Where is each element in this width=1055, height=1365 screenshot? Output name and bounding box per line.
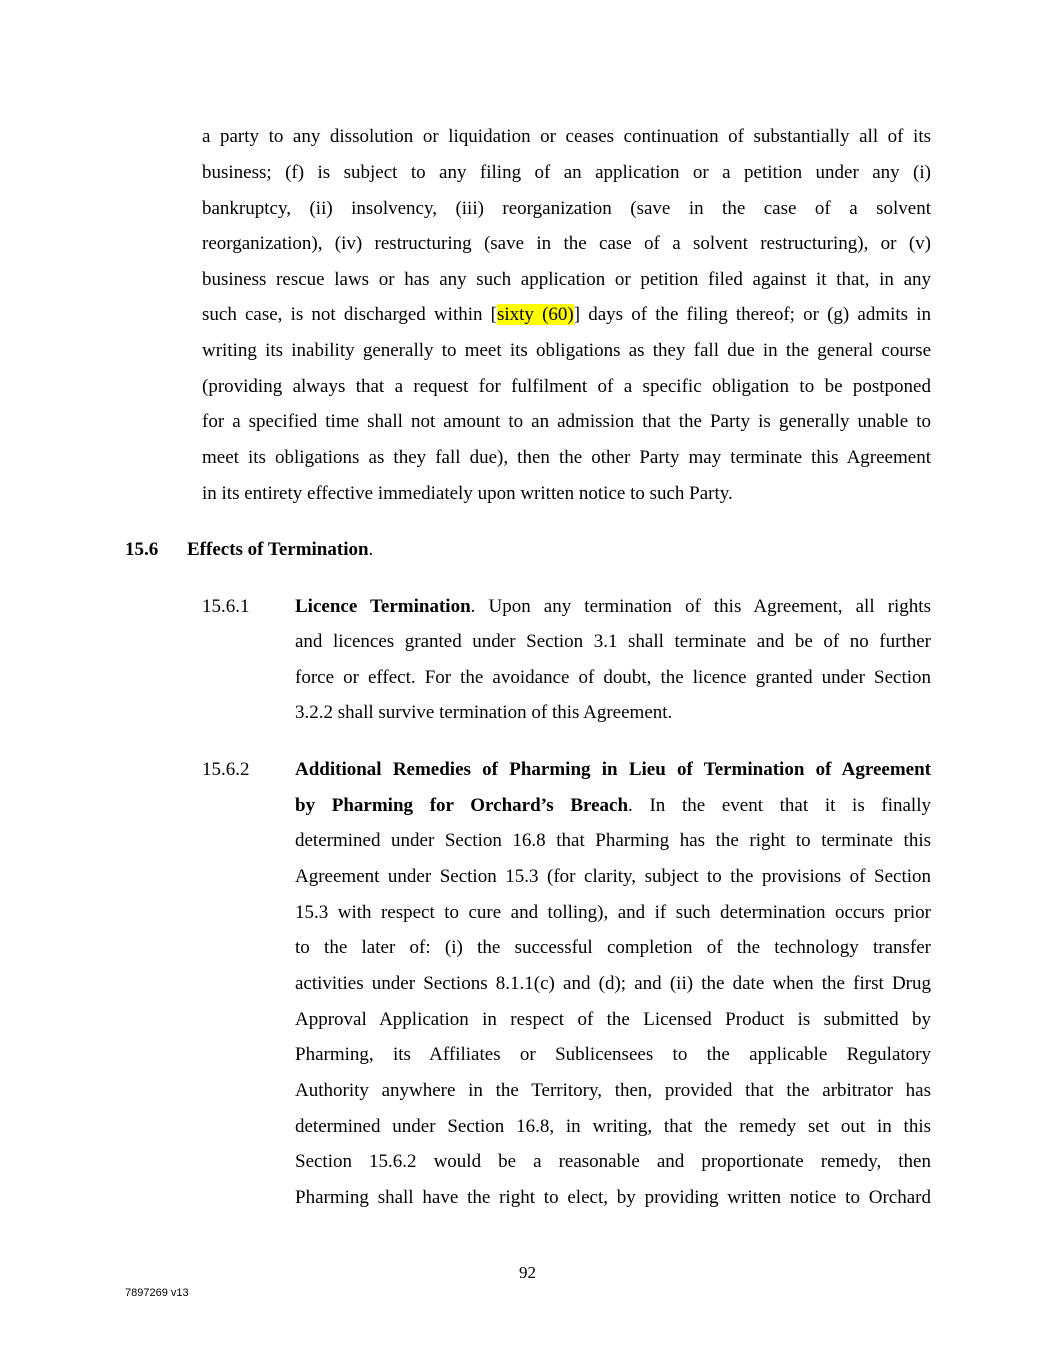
- line-text: such case, is not discharged within [: [202, 304, 497, 325]
- paragraph-line: 15.3 with respect to cure and tolling), and if such determination occurs prior: [295, 902, 931, 923]
- paragraph-line: [202, 304, 931, 326]
- section-number: 15.6: [125, 539, 159, 560]
- paragraph-line: Pharming, its Affiliates or Sublicensees to the applicable Regulatory: [295, 1044, 931, 1065]
- paragraph-line: determined under Section 16.8 that Pharming has the right to terminate this: [295, 830, 931, 851]
- paragraph-line: Agreement under Section 15.3 (for clarity, subject to the provisions of Section: [295, 866, 931, 887]
- paragraph-line: [295, 596, 931, 618]
- paragraph-line: activities under Sections 8.1.1(c) and (d); and (ii) the date when the first Drug: [295, 973, 931, 994]
- paragraph-line: to the later of: (i) the successful completion of the technology transfer: [295, 937, 931, 958]
- paragraph-line: bankruptcy, (ii) insolvency, (iii) reorganization (save in the case of a solvent: [202, 198, 931, 219]
- paragraph-line: force or effect. For the avoidance of doubt, the licence granted under Section: [295, 667, 931, 688]
- paragraph-line: a party to any dissolution or liquidation or ceases continuation of substantially all of its: [202, 126, 931, 147]
- paragraph-line: in its entirety effective immediately upon written notice to such Party.: [202, 483, 733, 504]
- subsection-title: by Pharming for Orchard’s Breach: [295, 795, 629, 816]
- page-number: 92: [519, 1263, 536, 1282]
- paragraph-line: writing its inability generally to meet its obligations as they fall due in the general course: [202, 340, 931, 361]
- paragraph-line: [295, 795, 931, 817]
- subsection-number: 15.6.1: [202, 596, 250, 617]
- paragraph-line: Pharming shall have the right to elect, by providing written notice to Orchard: [295, 1187, 931, 1208]
- line-text: ] days of the filing thereof; or (g) admits in: [573, 304, 931, 325]
- subsection-number: 15.6.2: [202, 759, 250, 780]
- paragraph-line: business rescue laws or has any such application or petition filed against it that, in any: [202, 269, 931, 290]
- highlighted-term: sixty (60): [496, 304, 574, 325]
- paragraph-line: and licences granted under Section 3.1 shall terminate and be of no further: [295, 631, 931, 652]
- paragraph-line: determined under Section 16.8, in writing, that the remedy set out in this: [295, 1116, 931, 1137]
- line-text: . Upon any termination of this Agreement, all rights: [470, 596, 931, 617]
- document-id: 7897269 v13: [125, 1287, 189, 1299]
- subsection-title: Additional Remedies of Pharming in Lieu of Termination of Agreement: [295, 759, 931, 780]
- paragraph-line: for a specified time shall not amount to an admission that the Party is generally unable to: [202, 411, 931, 432]
- paragraph-line: Authority anywhere in the Territory, then, provided that the arbitrator has: [295, 1080, 931, 1101]
- paragraph-line: (providing always that a request for fulfilment of a specific obligation to be postponed: [202, 376, 931, 397]
- subsection-title: Licence Termination: [295, 596, 471, 617]
- paragraph-line: Section 15.6.2 would be a reasonable and proportionate remedy, then: [295, 1151, 931, 1172]
- paragraph-line: 3.2.2 shall survive termination of this Agreement.: [295, 702, 673, 723]
- paragraph-line: Approval Application in respect of the Licensed Product is submitted by: [295, 1009, 931, 1030]
- section-title: Effects of Termination.: [187, 539, 374, 560]
- line-text: . In the event that it is finally: [628, 795, 931, 816]
- paragraph-line: reorganization), (iv) restructuring (save in the case of a solvent restructuring), or (v): [202, 233, 931, 254]
- paragraph-line: business; (f) is subject to any filing of an application or a petition under any (i): [202, 162, 931, 183]
- paragraph-line: meet its obligations as they fall due), then the other Party may terminate this Agreement: [202, 447, 931, 468]
